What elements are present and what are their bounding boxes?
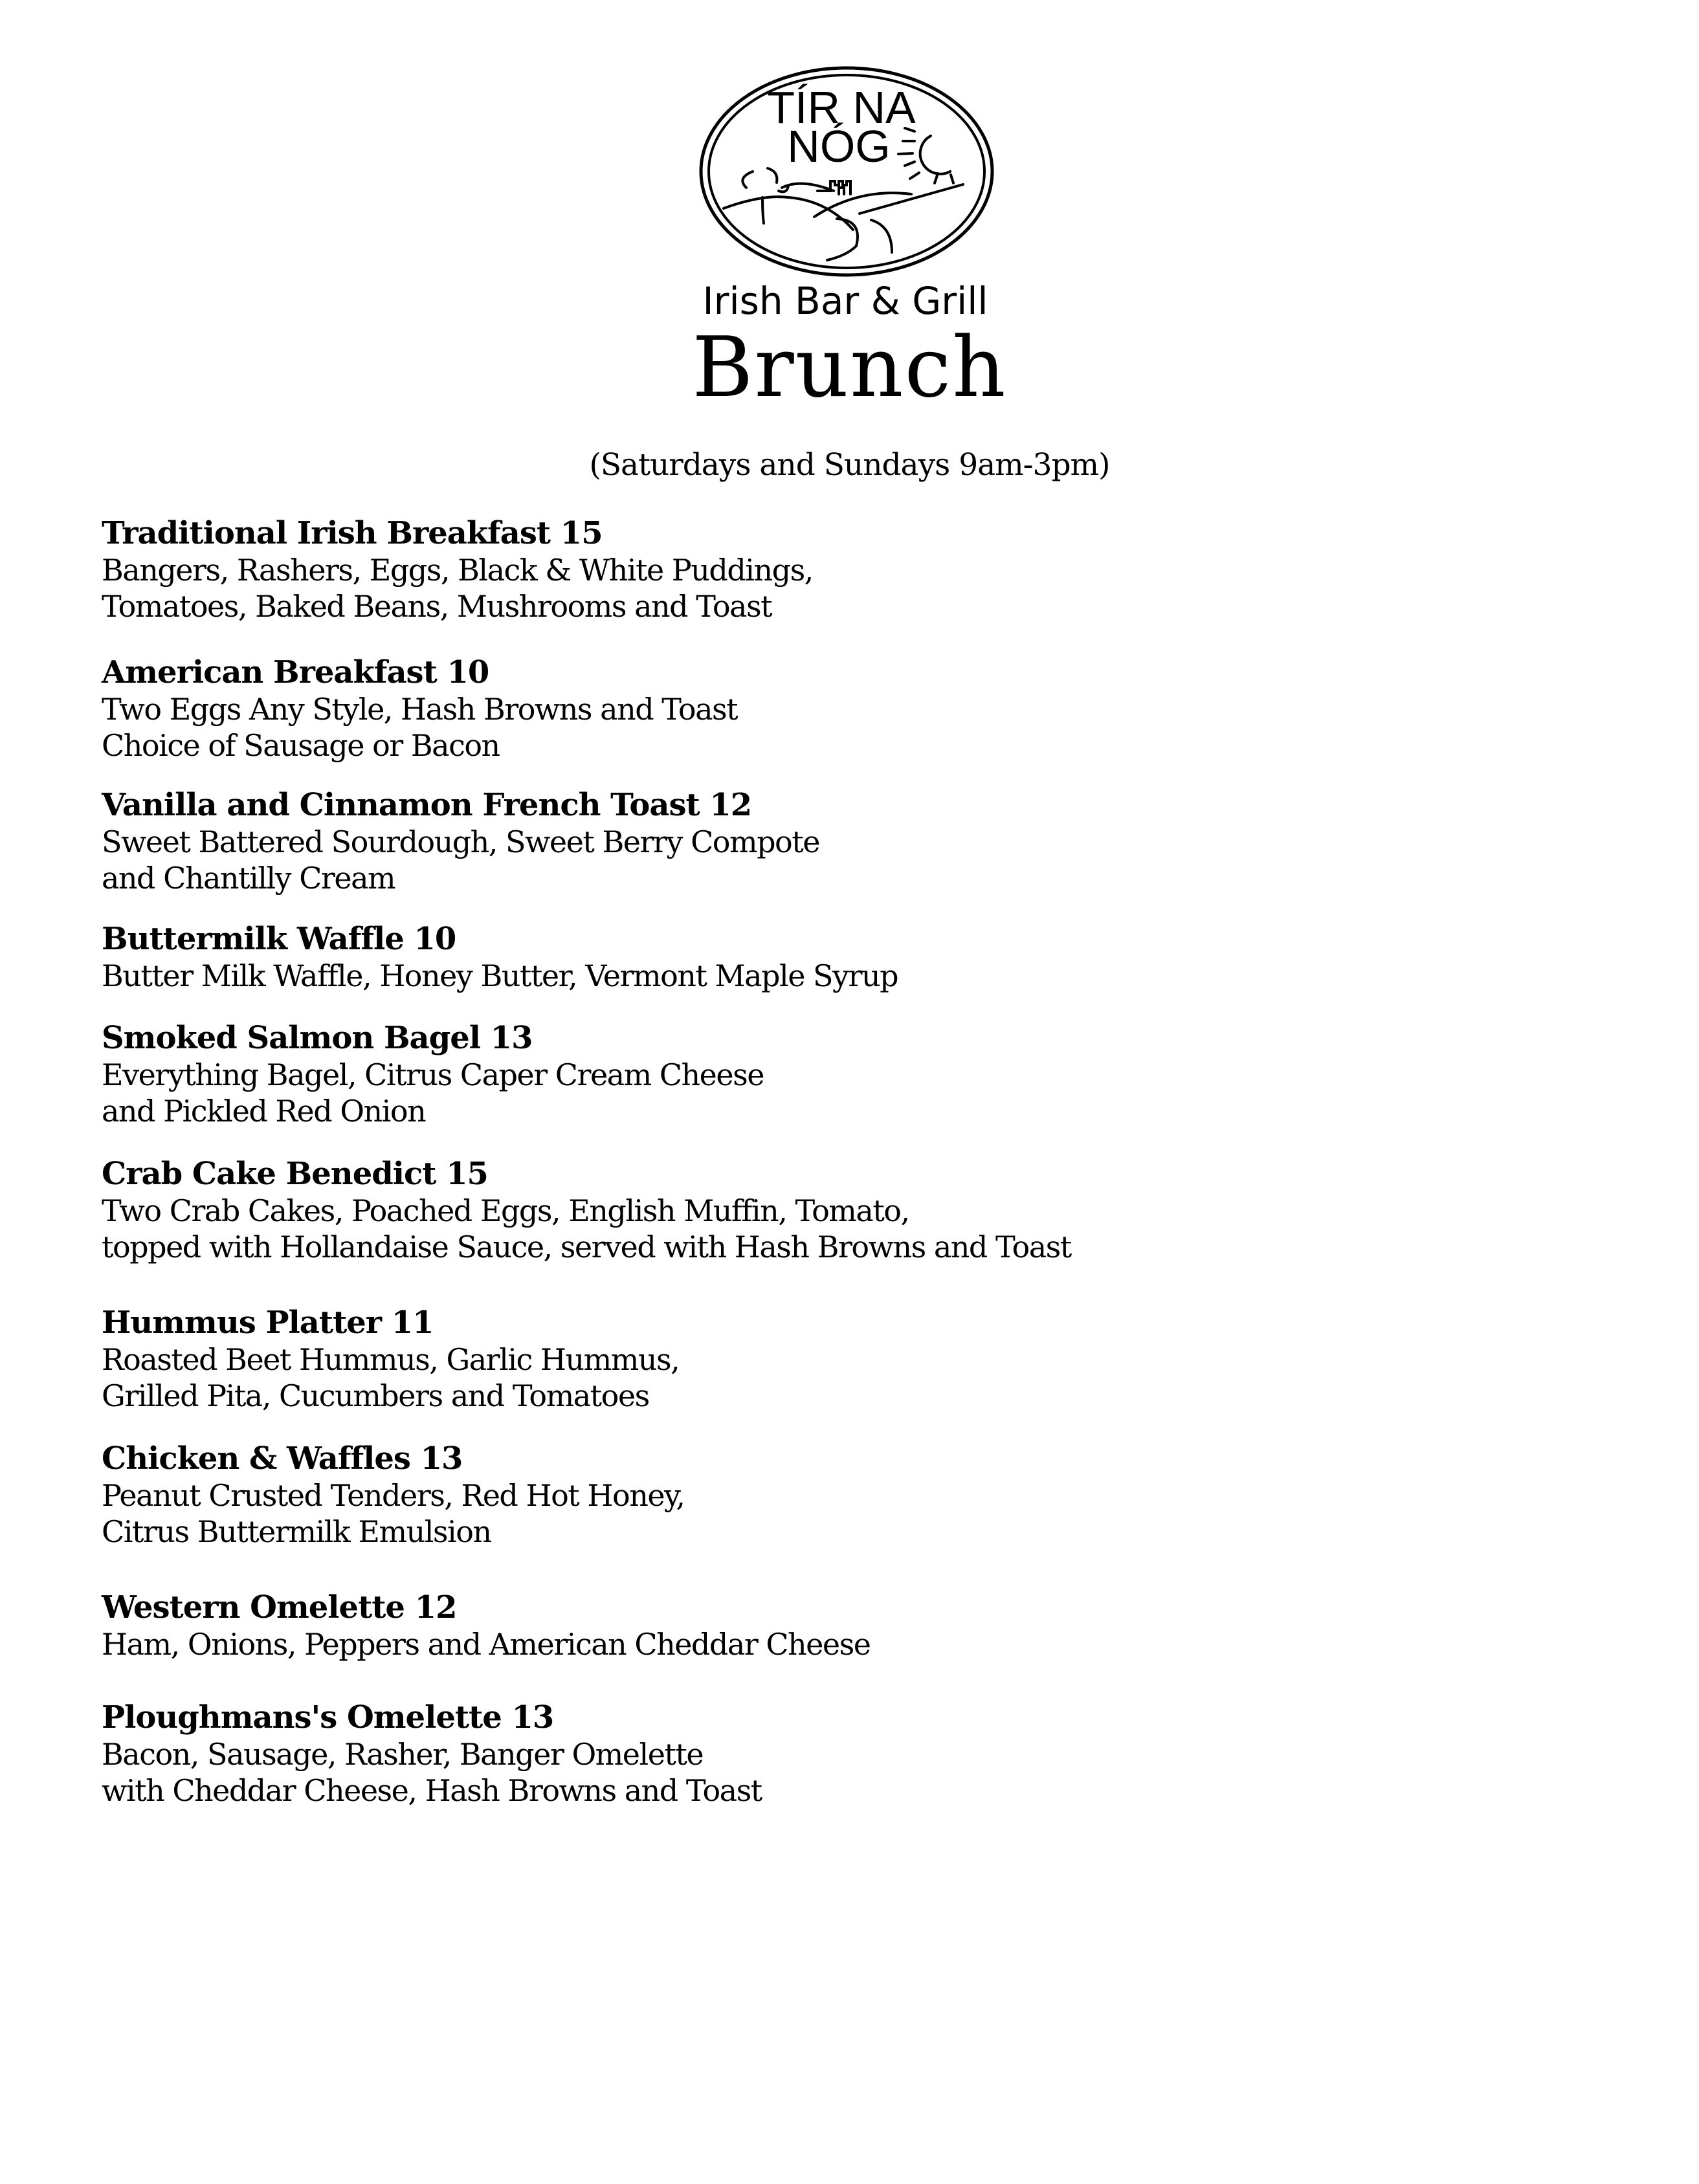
menu-item-name: Chicken & Waffles 13 [102, 1440, 463, 1477]
menu-item-description: Sweet Battered Sourdough, Sweet Berry Compote [102, 824, 819, 859]
menu-item-description: and Pickled Red Onion [102, 1094, 426, 1129]
menu-item-description: Ham, Onions, Peppers and American Cheddar Cheese [102, 1627, 871, 1662]
menu-item-name: Smoked Salmon Bagel 13 [102, 1020, 533, 1056]
menu-item [102, 1699, 762, 1809]
menu-item-name: Traditional Irish Breakfast 15 [102, 515, 603, 551]
menu-item [102, 1589, 870, 1662]
menu-item [102, 1155, 1071, 1265]
menu-item-description: Two Eggs Any Style, Hash Browns and Toast [102, 692, 738, 727]
menu-item [102, 1440, 685, 1550]
menu-item-description: Grilled Pita, Cucumbers and Tomatoes [102, 1378, 649, 1413]
menu-item-description: Tomatoes, Baked Beans, Mushrooms and Toast [102, 589, 772, 624]
logo-text-line1: TÍR NA [767, 82, 916, 133]
menu-item [102, 786, 819, 896]
menu-item-name: Hummus Platter 11 [102, 1305, 434, 1341]
menu-item-description: Everything Bagel, Citrus Caper Cream Cheese [102, 1057, 764, 1092]
logo-text-line2: NÓG [787, 121, 891, 171]
menu-item [102, 920, 898, 994]
sun-icon [898, 128, 953, 183]
menu-item [102, 654, 737, 764]
menu-item [102, 514, 813, 624]
menu-item [102, 1019, 764, 1129]
menu-item-description: Roasted Beet Hummus, Garlic Hummus, [102, 1342, 680, 1377]
logo-tagline: Irish Bar & Grill [702, 279, 988, 323]
brunch-hours: (Saturdays and Sundays 9am-3pm) [589, 447, 1110, 483]
menu-item-description: Citrus Buttermilk Emulsion [102, 1514, 491, 1549]
menu-item-name: Crab Cake Benedict 15 [102, 1156, 488, 1192]
menu-item-description: with Cheddar Cheese, Hash Browns and Toast [102, 1773, 762, 1808]
menu-item-description: Choice of Sausage or Bacon [102, 728, 500, 763]
menu-item-description: Butter Milk Waffle, Honey Butter, Vermont Maple Syrup [102, 958, 898, 993]
menu-item-name: Buttermilk Waffle 10 [102, 921, 456, 957]
menu-item-name: Vanilla and Cinnamon French Toast 12 [102, 787, 752, 823]
menu-item-description: Bangers, Rashers, Eggs, Black & White Puddings, [102, 553, 813, 588]
menu-item [102, 1304, 679, 1414]
page-title: Brunch [692, 320, 1007, 416]
menu-item-description: Two Crab Cakes, Poached Eggs, English Muffin, Tomato, [102, 1193, 909, 1228]
logo-emblem [691, 58, 1008, 330]
menu-item-description: and Chantilly Cream [102, 861, 395, 896]
menu-item-description: topped with Hollandaise Sauce, served with Hash Browns and Toast [102, 1230, 1071, 1264]
menu-item-name: Ploughmans's Omelette 13 [102, 1699, 554, 1736]
restaurant-logo [691, 58, 1008, 330]
menu-item-name: American Breakfast 10 [102, 654, 489, 690]
menu-item-name: Western Omelette 12 [102, 1589, 457, 1626]
menu-item-description: Bacon, Sausage, Rasher, Banger Omelette [102, 1737, 704, 1772]
menu-item-description: Peanut Crusted Tenders, Red Hot Honey, [102, 1478, 685, 1513]
